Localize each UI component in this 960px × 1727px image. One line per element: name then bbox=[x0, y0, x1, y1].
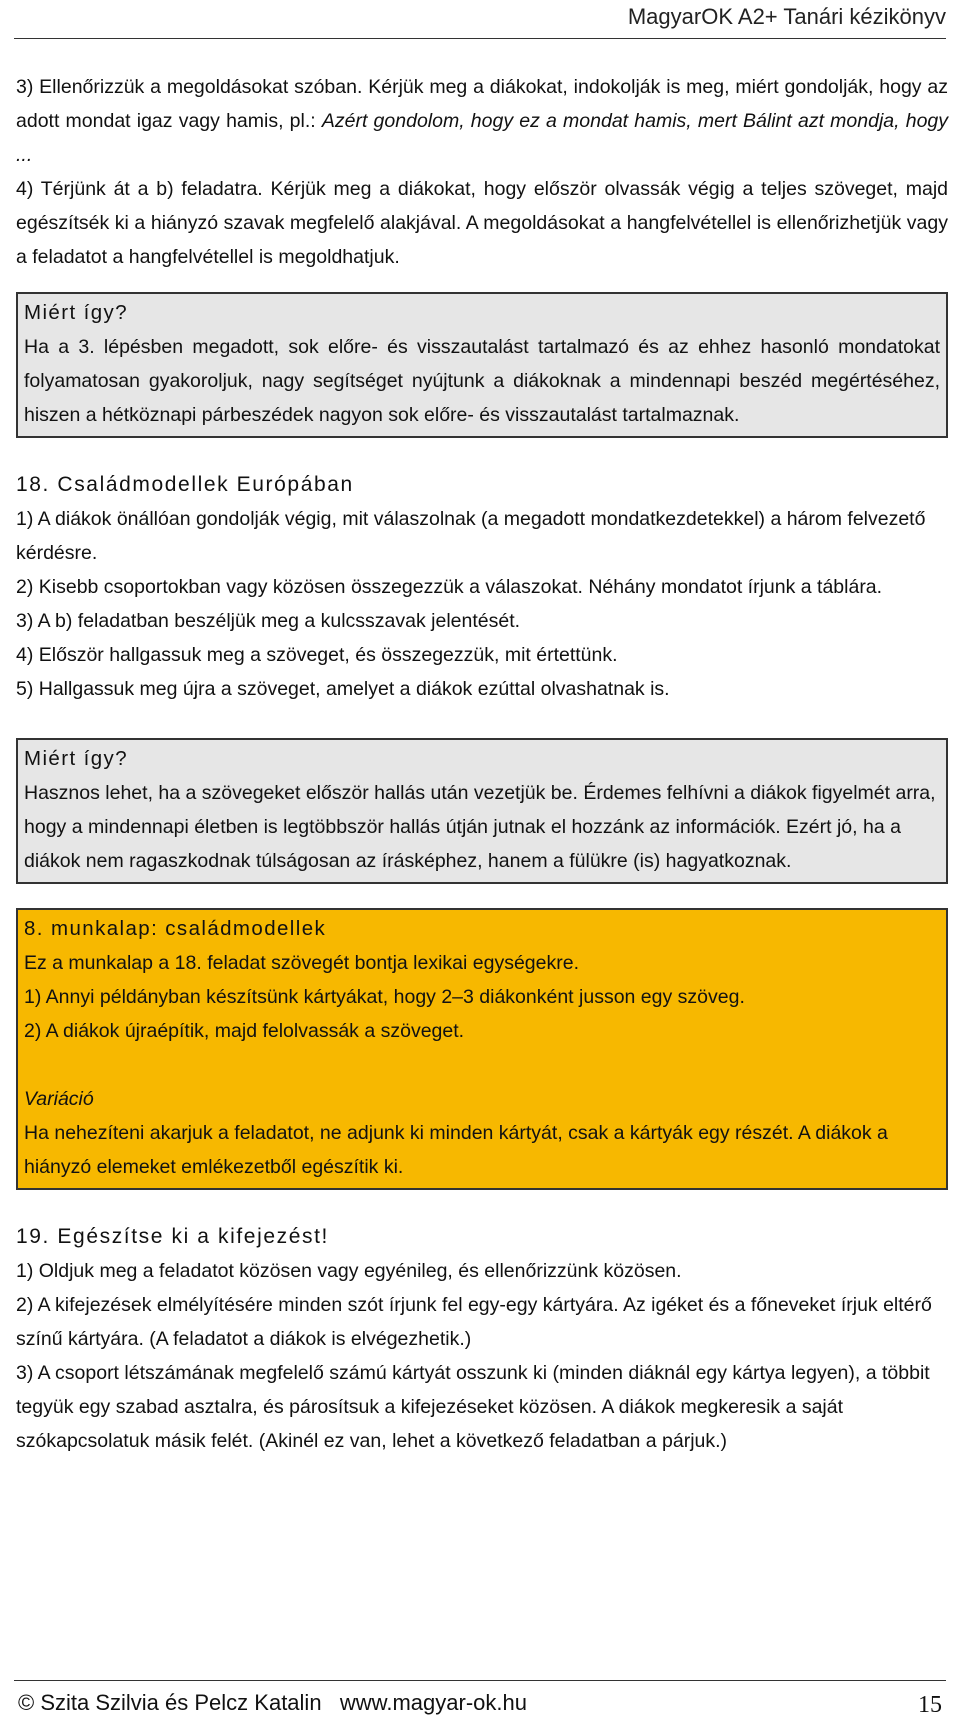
page-content bbox=[16, 70, 948, 1458]
page-footer bbox=[14, 1680, 946, 1725]
running-header: MagyarOK A2+ Tanári kézikönyv bbox=[627, 4, 946, 29]
section-19-title: 19. Egészítse ki a kifejezést! bbox=[16, 1225, 329, 1248]
intro-step-3-text: 3) Ellenőrizzük a megoldásokat szóban. Kérjük meg a diákokat, indokolják is meg, miért gondolják, hogy az adott mondat igaz vagy hamis, pl.: bbox=[16, 76, 948, 132]
why-box-2-text: Hasznos lehet, ha a szövegeket először hallás után vezetjük be. Érdemes felhívni a diákok figyelmét arra, hogy a mindennapi életben is legtöbbször hallás útján jutnak el hozzánk az információk. Ezért jó, ha a diákok nem ragaszkodnak túlságosan az írásképhez, hanem a fülükre (is) hagyatkoznak. bbox=[24, 782, 936, 872]
section-18-item: 5) Hallgassuk meg újra a szöveget, amelyet a diákok ezúttal olvashatnak is. bbox=[16, 678, 670, 700]
footer-authors: © Szita Szilvia és Pelcz Katalin bbox=[18, 1690, 322, 1715]
section-18-item: 3) A b) feladatban beszéljük meg a kulcsszavak jelentését. bbox=[16, 610, 521, 632]
variation-label bbox=[24, 1082, 940, 1116]
why-box-2-heading: Miért így? bbox=[24, 747, 128, 770]
footer-credit bbox=[18, 1681, 527, 1725]
intro-step-4: 4) Térjünk át a b) feladatra. Kérjük meg a diákokat, hogy először olvassák végig a teljes szöveget, majd egészítsék ki a hiányzó szavak megfelelő alakjával. A megoldásokat a hangfelvétellel is ellenőrizhetjük vagy a feladatot a hangfelvétellel is megoldhatjuk. bbox=[16, 178, 948, 268]
variation-label-text: Variáció bbox=[24, 1088, 94, 1110]
why-box-1-text: Ha a 3. lépésben megadott, sok előre- és visszautalást tartalmazó és az ehhez hasonló mondatokat folyamatosan gyakoroljuk, nagy segítséget nyújtunk a diákoknak a mindennapi beszéd megértéséhez, hiszen a hétköznapi párbeszédek nagyon sok előre- és visszautalást tartalmaznak. bbox=[24, 336, 940, 426]
intro-step-3-example: Azért gondolom, hogy ez a mondat hamis, mert Bálint azt mondja, hogy ... bbox=[16, 110, 949, 166]
page-number: 15 bbox=[918, 1692, 942, 1718]
section-19-item: 1) Oldjuk meg a feladatot közösen vagy egyénileg, és ellenőrizzünk közösen. bbox=[16, 1260, 682, 1282]
footer-url[interactable]: www.magyar-ok.hu bbox=[339, 1690, 527, 1715]
worksheet-box bbox=[16, 908, 948, 1190]
section-19-item: 3) A csoport létszámának megfelelő számú kártyát osszunk ki (minden diáknál egy kártya legyen), a többit tegyük egy szabad asztalra, és párosítsuk a kifejezéseket közösen. A diákok megkeresik a saját szókapcsolatuk másik felét. (Akinél ez van, lehet a következő feladatban a párjuk.) bbox=[16, 1362, 930, 1452]
section-18-item: 4) Először hallgassuk meg a szöveget, és összegezzük, mit értettünk. bbox=[16, 644, 618, 666]
section-18-title: 18. Családmodellek Európában bbox=[16, 473, 354, 496]
why-box-1 bbox=[16, 292, 948, 438]
section-19-list bbox=[16, 1254, 948, 1458]
worksheet-line: Ez a munkalap a 18. feladat szövegét bontja lexikai egységekre. bbox=[24, 952, 580, 974]
intro-step-3 bbox=[16, 70, 948, 172]
section-18-list bbox=[16, 502, 948, 706]
variation-text: Ha nehezíteni akarjuk a feladatot, ne adjunk ki minden kártyát, csak a kártyák egy részét. A diákok a hiányzó elemeket emlékezetből egészítik ki. bbox=[24, 1122, 888, 1178]
why-box-2 bbox=[16, 738, 948, 884]
worksheet-line: 1) Annyi példányban készítsünk kártyákat, hogy 2–3 diákonként jusson egy szöveg. bbox=[24, 986, 745, 1008]
spacer bbox=[24, 1048, 940, 1082]
worksheet-line: 2) A diákok újraépítik, majd felolvassák a szöveget. bbox=[24, 1020, 465, 1042]
section-19-item: 2) A kifejezések elmélyítésére minden szót írjunk fel egy-egy kártyára. Az igéket és a főneveket írjuk eltérő színű kártyára. (A feladatot a diákok is elvégezhetik.) bbox=[16, 1294, 932, 1350]
section-18-item: 2) Kisebb csoportokban vagy közösen összegezzük a válaszokat. Néhány mondatot írjunk a táblára. bbox=[16, 576, 883, 598]
worksheet-heading: 8. munkalap: családmodellek bbox=[24, 917, 327, 940]
section-18-item: 1) A diákok önállóan gondolják végig, mit válaszolnak (a megadott mondatkezdetekkel) a három felvezető kérdésre. bbox=[16, 508, 926, 564]
why-box-1-heading: Miért így? bbox=[24, 301, 128, 324]
header-rule bbox=[14, 38, 946, 39]
